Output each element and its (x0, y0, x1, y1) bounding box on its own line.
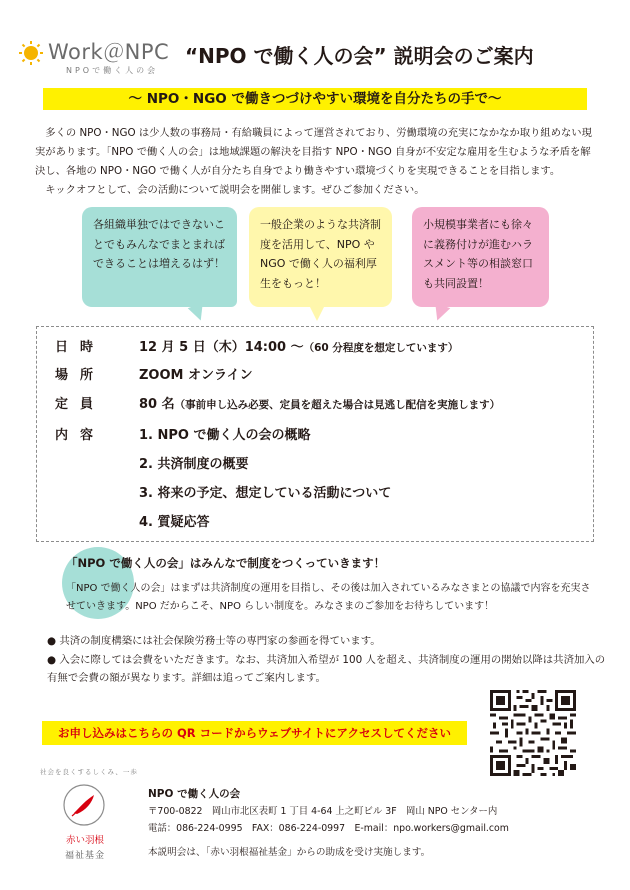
notes-list (47, 632, 607, 688)
intro-paragraph-2: キックオフとして、会の活動について説明会を開催します。ぜひご参加ください。 (45, 184, 425, 196)
page-title: “NPO で働く人の会” 説明会のご案内 (185, 44, 534, 68)
capacity-label: 定員 (55, 397, 106, 412)
speech-bubble-1 (82, 207, 237, 307)
place-value: ZOOM オンライン (139, 368, 253, 383)
date-label: 日時 (55, 340, 106, 355)
organizer-name: NPO で働く人の会 (148, 788, 241, 800)
organizer-contact: 電話：086-224-0995 FAX：086-224-0997 E-mail：npo.workers@gmail.com (148, 823, 509, 834)
bubble-tail (430, 303, 451, 324)
date-value: 12 月 5 日（木）14:00 ～ (139, 340, 304, 355)
event-content-row (55, 425, 139, 447)
date-note: （60 分程度を想定しています） (303, 342, 459, 354)
speech-bubble-2 (249, 207, 392, 307)
logo-wordmark: Work＠NPC (48, 40, 170, 64)
bubble-tail (188, 303, 209, 324)
qr-code[interactable] (490, 690, 576, 776)
bubble-tail (309, 305, 325, 321)
content-item-2: 2. 共済制度の概要 (139, 457, 249, 472)
logo-subtext: NPOで働く人の会 (66, 66, 159, 75)
subtitle-banner: ～ NPO・NGO で働きつづけやすい環境を自分たちの手で～ (43, 88, 587, 110)
message-body: 「NPO で働く人の会」はまずは共済制度の運用を目指し、その後は加入されているみなさまとの協議で内容を充実させていきます。NPO だからこそ、NPO らしい制度を。みなさまのご参加をお待ちしています！ (66, 583, 591, 612)
intro-text (35, 124, 600, 200)
feather-logo-fund: 福祉基金 (64, 851, 105, 861)
note-item: ● 入会に際しては会費をいただきます。なお、共済加入希望が 100 人を超え、共済制度の運用の開始以降は共済加入の有無で会費の額が異なります。詳細は追ってご案内します。 (47, 653, 606, 684)
note-item: ● 共済の制度構築には社会保険労務士等の専門家の参画を得ています。 (47, 635, 381, 647)
feather-logo-name: 赤い羽根 (65, 835, 104, 846)
speech-bubble-text: 各組織単独ではできないことでもみんなでまとまればできることは増えるはず！ (93, 218, 225, 270)
event-capacity-row (55, 394, 501, 416)
sun-logo-icon (18, 40, 44, 66)
speech-bubble-text: 小規模事業者にも徐々に義務付けが進むハラスメント等の相談窓口も共同設置！ (423, 218, 533, 290)
event-place-row (55, 365, 253, 387)
organizer-address: 〒700-0822 岡山市北区表町 1 丁目 4-64 上之町ビル 3F 岡山 NPO センター内 (148, 806, 498, 817)
fund-tagline: 社会を良くするしくみ、一歩 (40, 768, 138, 776)
content-item-1: 1. NPO で働く人の会の概略 (139, 428, 311, 443)
event-date-row (55, 337, 459, 359)
red-feather-logo-icon (62, 783, 106, 827)
intro-paragraph-1: 多くの NPO・NGO は少人数の事務局・有給職員によって運営されており、労働環境の充実になかなか取り組めない現実があります。「NPO で働く人の会」は地域課題の解決を目指す NPO・NGO 自身が不安定な雇用を生むような矛盾を解決し、各地の NPO・NGO で働く人が自分たち自身でより働きやすい環境づくりを実現できることを目指します。 (35, 127, 592, 177)
content-item-4: 4. 質疑応答 (139, 515, 210, 530)
place-label: 場所 (55, 368, 106, 383)
speech-bubble-3 (412, 207, 549, 307)
cta-banner: お申し込みはこちらの QR コードからウェブサイトにアクセスしてください (42, 721, 467, 745)
speech-bubble-text: 一般企業のような共済制度を活用して、NPO や NGO で働く人の福利厚生をもっと！ (260, 218, 381, 290)
capacity-note: （事前申し込み必要、定員を超えた場合は見逃し配信を実施します） (174, 399, 501, 411)
content-label: 内容 (55, 428, 106, 443)
content-item-3: 3. 将来の予定、想定している活動について (139, 486, 392, 501)
message-heading: 「NPO で働く人の会」はみんなで制度をつくっていきます！ (66, 556, 386, 570)
grant-notice: 本説明会は、「赤い羽根福祉基金」からの助成を受け実施します。 (148, 847, 431, 858)
capacity-value: 80 名 (139, 397, 175, 412)
